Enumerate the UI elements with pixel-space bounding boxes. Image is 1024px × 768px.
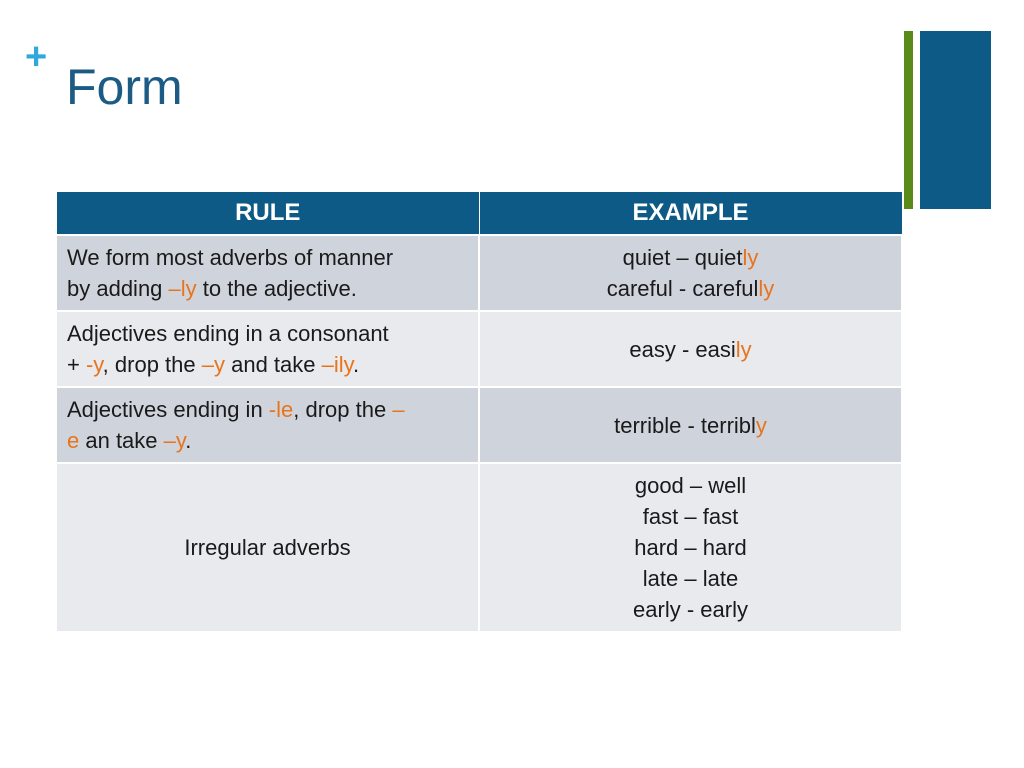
example-line <box>490 501 891 532</box>
slide-title: Form <box>66 59 183 115</box>
table-row <box>57 463 902 631</box>
text-segment: to the adjective. <box>196 276 357 301</box>
rule-cell <box>57 463 479 631</box>
highlighted-suffix: –ily <box>321 352 354 377</box>
highlighted-suffix: ly <box>742 245 759 270</box>
example-line <box>490 563 891 594</box>
text-segment: late – late <box>642 566 739 591</box>
accent-bar-blue <box>920 31 991 209</box>
text-segment: . <box>353 352 360 377</box>
example-line <box>490 334 891 365</box>
rule-cell <box>57 235 479 311</box>
text-segment: Adjectives ending in a consonant <box>67 321 389 346</box>
example-line <box>490 470 891 501</box>
example-cell <box>479 311 902 387</box>
header-rule: RULE <box>57 192 479 235</box>
rule-line <box>67 273 468 304</box>
rule-line <box>67 318 468 349</box>
table-body <box>57 235 902 631</box>
example-cell <box>479 463 902 631</box>
example-cell <box>479 235 902 311</box>
header-example: EXAMPLE <box>479 192 902 235</box>
example-line <box>490 532 891 563</box>
highlighted-suffix: –ly <box>168 276 197 301</box>
example-line <box>490 410 891 441</box>
text-segment: and take <box>225 352 322 377</box>
highlighted-suffix: – <box>392 397 405 422</box>
rule-line <box>67 532 468 563</box>
table-row <box>57 235 902 311</box>
table-row <box>57 387 902 463</box>
text-segment: easy - easi <box>629 336 736 362</box>
text-segment: . <box>185 428 192 453</box>
adverb-form-table <box>57 192 903 631</box>
rule-line <box>67 394 468 425</box>
text-segment: , drop the <box>293 397 393 422</box>
text-segment: , drop the <box>102 352 202 377</box>
text-segment: by adding <box>67 276 169 301</box>
highlighted-suffix: ly <box>758 276 775 301</box>
accent-bar-green <box>904 31 913 209</box>
table-header-row <box>57 192 902 235</box>
text-segment: terrible - terribl <box>614 412 756 438</box>
rule-cell <box>57 311 479 387</box>
text-segment: early - early <box>633 597 748 622</box>
text-segment: Adjectives ending in <box>67 397 269 422</box>
highlighted-suffix: y <box>755 412 767 438</box>
rule-cell <box>57 387 479 463</box>
text-segment: Irregular adverbs <box>184 535 351 560</box>
highlighted-suffix: –y <box>201 352 225 377</box>
rule-line <box>67 425 468 456</box>
example-line <box>490 594 891 625</box>
text-segment: an take <box>79 428 164 453</box>
text-segment: hard – hard <box>634 535 747 560</box>
text-segment: + <box>67 352 86 377</box>
text-segment: good – well <box>634 473 747 498</box>
plus-icon: + <box>25 36 48 78</box>
rule-line <box>67 242 468 273</box>
table-row <box>57 311 902 387</box>
example-line <box>490 242 891 273</box>
text-segment: We form most adverbs of manner <box>67 245 394 270</box>
highlighted-suffix: ly <box>735 336 752 362</box>
highlighted-suffix: e <box>67 428 80 453</box>
rule-line <box>67 349 468 380</box>
text-segment: quiet – quiet <box>622 245 743 270</box>
text-segment: fast – fast <box>642 504 739 529</box>
highlighted-suffix: -le <box>268 397 294 422</box>
text-segment: careful - careful <box>606 276 759 301</box>
example-line <box>490 273 891 304</box>
example-cell <box>479 387 902 463</box>
highlighted-suffix: -y <box>85 352 103 377</box>
highlighted-suffix: –y <box>163 428 186 453</box>
